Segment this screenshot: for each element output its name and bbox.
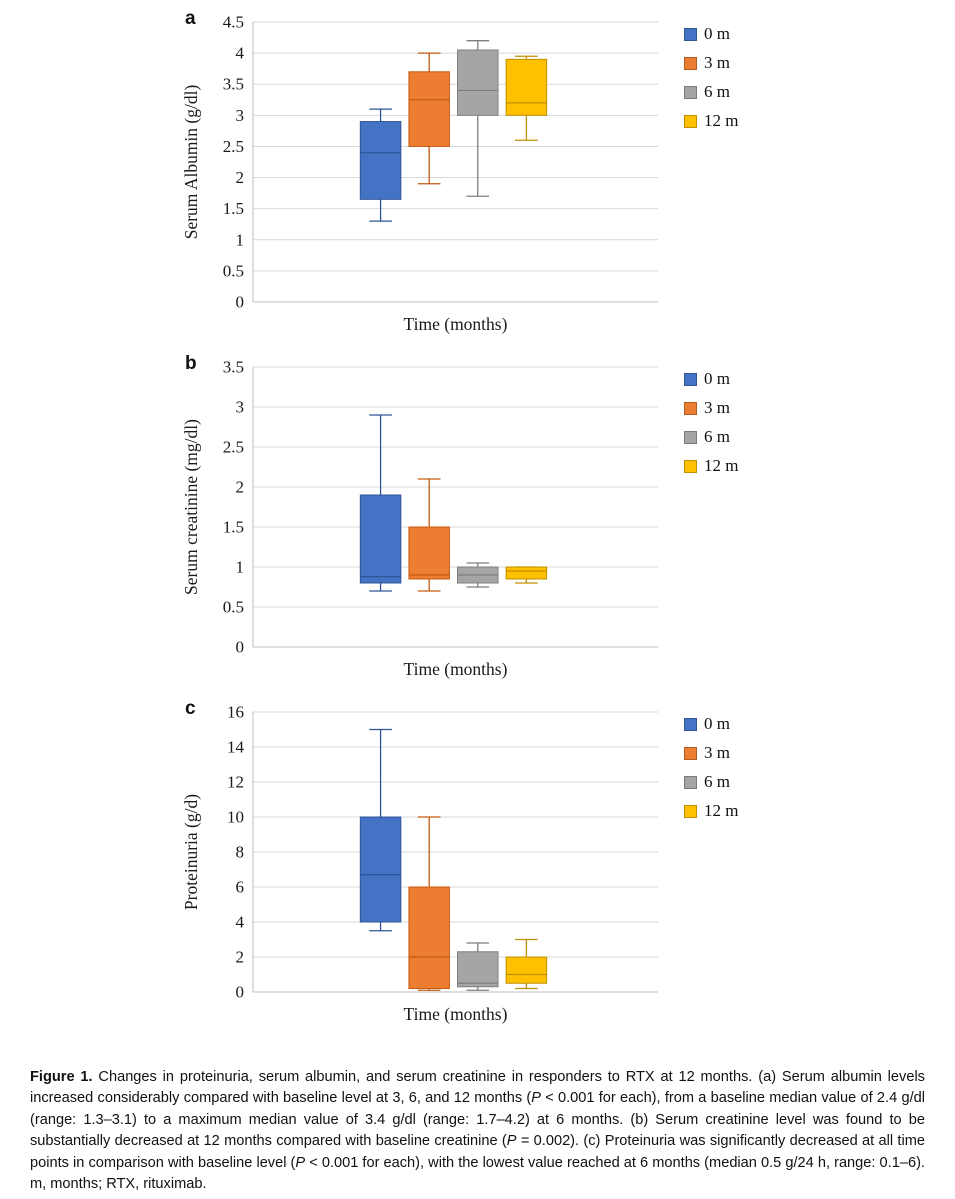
panel-a [163, 8, 955, 353]
legend-swatch-icon [684, 57, 697, 70]
y-tick-label: 0 [235, 637, 244, 657]
caption-text: Changes in proteinuria, serum albumin, and serum creatinine in responders to RTX at 12 months. (a) Serum albumin levels increased considerably compared with baseline level at 3, 6, and 12 months ( [30, 1069, 925, 1107]
legend-label: 12 m [704, 456, 739, 475]
panel-b-chart-row [163, 353, 955, 687]
legend-label: 12 m [704, 801, 739, 820]
y-tick-label: 1.5 [222, 199, 244, 219]
legend-label: 6 m [704, 82, 730, 101]
caption-text: < 0.001 for each), from a baseline median value of 2.4 g/dl (range: 1.3–3.1) to a maximum median value of 3.4 g/dl (range: 1.7–4.2) at 6 months. (b) Serum creatinine level was found to be substantially decreased at 12 months compared with baseline creatinine ( [30, 1090, 925, 1150]
caption-label: Figure 1. [30, 1069, 93, 1085]
y-tick-label: 1 [235, 557, 244, 577]
panel-letter-c: c [185, 698, 196, 719]
legend-swatch-icon [684, 86, 697, 99]
y-tick-label: 2 [235, 168, 244, 188]
legend-label: 3 m [704, 398, 730, 417]
legend-item-3m [684, 743, 738, 763]
legend-label: 6 m [704, 772, 730, 791]
caption-text: P [295, 1154, 306, 1171]
y-tick-label: 2.5 [222, 437, 244, 457]
panel-letter-a: a [185, 8, 196, 29]
legend-item-6m [684, 772, 738, 792]
legend-item-3m [684, 53, 738, 73]
legend-item-12m [684, 801, 738, 821]
box-series-3m [409, 817, 450, 990]
y-tick-label: 4 [235, 912, 244, 932]
legend-item-12m [684, 456, 738, 476]
panel-b [163, 353, 955, 698]
legend-swatch-icon [684, 747, 697, 760]
legend-item-6m [684, 427, 738, 447]
y-tick-label: 6 [235, 877, 244, 897]
figure-caption [30, 1067, 925, 1196]
legend-swatch-icon [684, 805, 697, 818]
caption-text: < 0.001 for each), with the lowest value reached at 6 months (median 0.5 g/24 h, range: 0.1–6). m, months; RTX, rituximab. [30, 1154, 925, 1193]
box-series-3m [409, 53, 450, 184]
panel-c-chart-row [163, 698, 955, 1032]
legend-swatch-icon [684, 28, 697, 41]
caption-text: = 0.002). (c) Proteinuria was significantly decreased at all time points in comparison with baseline level ( [30, 1133, 925, 1171]
box-series-0m [360, 730, 401, 931]
legend-item-0m [684, 714, 738, 734]
y-tick-label: 2.5 [222, 136, 244, 156]
panel-a-chart-row [163, 8, 955, 342]
legend-swatch-icon [684, 373, 697, 386]
y-axis-title: Proteinuria (g/d) [181, 793, 201, 911]
box-series-3m [409, 479, 450, 591]
box-series-12m [506, 56, 547, 140]
y-tick-label: 1 [235, 230, 244, 250]
caption-text: P [531, 1090, 541, 1107]
y-tick-label: 0 [235, 292, 244, 312]
legend-label: 3 m [704, 53, 730, 72]
legend-serum-creatinine [684, 369, 738, 476]
y-tick-label: 10 [227, 807, 244, 827]
box-series-6m [458, 41, 499, 197]
box-series-6m [458, 943, 499, 990]
legend-serum-albumin [684, 24, 738, 131]
y-tick-label: 14 [227, 737, 244, 757]
legend-proteinuria [684, 714, 738, 821]
box-series-12m [506, 567, 547, 583]
y-tick-label: 1.5 [222, 517, 244, 537]
x-axis-title: Time (months) [403, 659, 508, 679]
y-tick-label: 8 [235, 842, 244, 862]
y-tick-label: 0 [235, 982, 244, 1002]
y-tick-label: 2 [235, 477, 244, 497]
box-series-0m [360, 415, 401, 591]
gridlines [223, 358, 658, 657]
legend-item-12m [684, 111, 738, 131]
legend-label: 0 m [704, 24, 730, 43]
legend-item-6m [684, 82, 738, 102]
box-series-0m [360, 109, 401, 221]
y-tick-label: 4 [235, 43, 244, 63]
panel-c [163, 698, 955, 1043]
legend-item-0m [684, 369, 738, 389]
y-axis-title: Serum creatinine (mg/dl) [181, 419, 201, 595]
box-series-12m [506, 940, 547, 989]
y-axis-title: Serum Albumin (g/dl) [181, 84, 201, 240]
gridlines [223, 13, 658, 312]
y-tick-label: 0.5 [222, 261, 244, 281]
y-tick-label: 16 [227, 702, 244, 722]
legend-swatch-icon [684, 718, 697, 731]
legend-swatch-icon [684, 776, 697, 789]
x-axis-title: Time (months) [403, 1004, 508, 1024]
y-tick-label: 0.5 [222, 597, 244, 617]
legend-label: 12 m [704, 111, 739, 130]
legend-label: 0 m [704, 369, 730, 388]
y-tick-label: 3.5 [222, 357, 244, 377]
legend-item-3m [684, 398, 738, 418]
legend-label: 3 m [704, 743, 730, 762]
legend-label: 0 m [704, 714, 730, 733]
legend-swatch-icon [684, 431, 697, 444]
boxplot-proteinuria [163, 698, 668, 1032]
y-tick-label: 12 [227, 772, 244, 792]
legend-item-0m [684, 24, 738, 44]
boxplot-serum-albumin [163, 8, 668, 342]
boxplot-serum-creatinine [163, 353, 668, 687]
legend-swatch-icon [684, 115, 697, 128]
box-series-6m [458, 563, 499, 587]
y-tick-label: 3.5 [222, 74, 244, 94]
panel-letter-b: b [185, 353, 197, 374]
y-tick-label: 3 [235, 105, 244, 125]
y-tick-label: 4.5 [222, 12, 244, 32]
y-tick-label: 3 [235, 397, 244, 417]
caption-text: P [506, 1133, 517, 1150]
legend-label: 6 m [704, 427, 730, 446]
legend-swatch-icon [684, 460, 697, 473]
x-axis-title: Time (months) [403, 314, 508, 334]
legend-swatch-icon [684, 402, 697, 415]
y-tick-label: 2 [235, 947, 244, 967]
